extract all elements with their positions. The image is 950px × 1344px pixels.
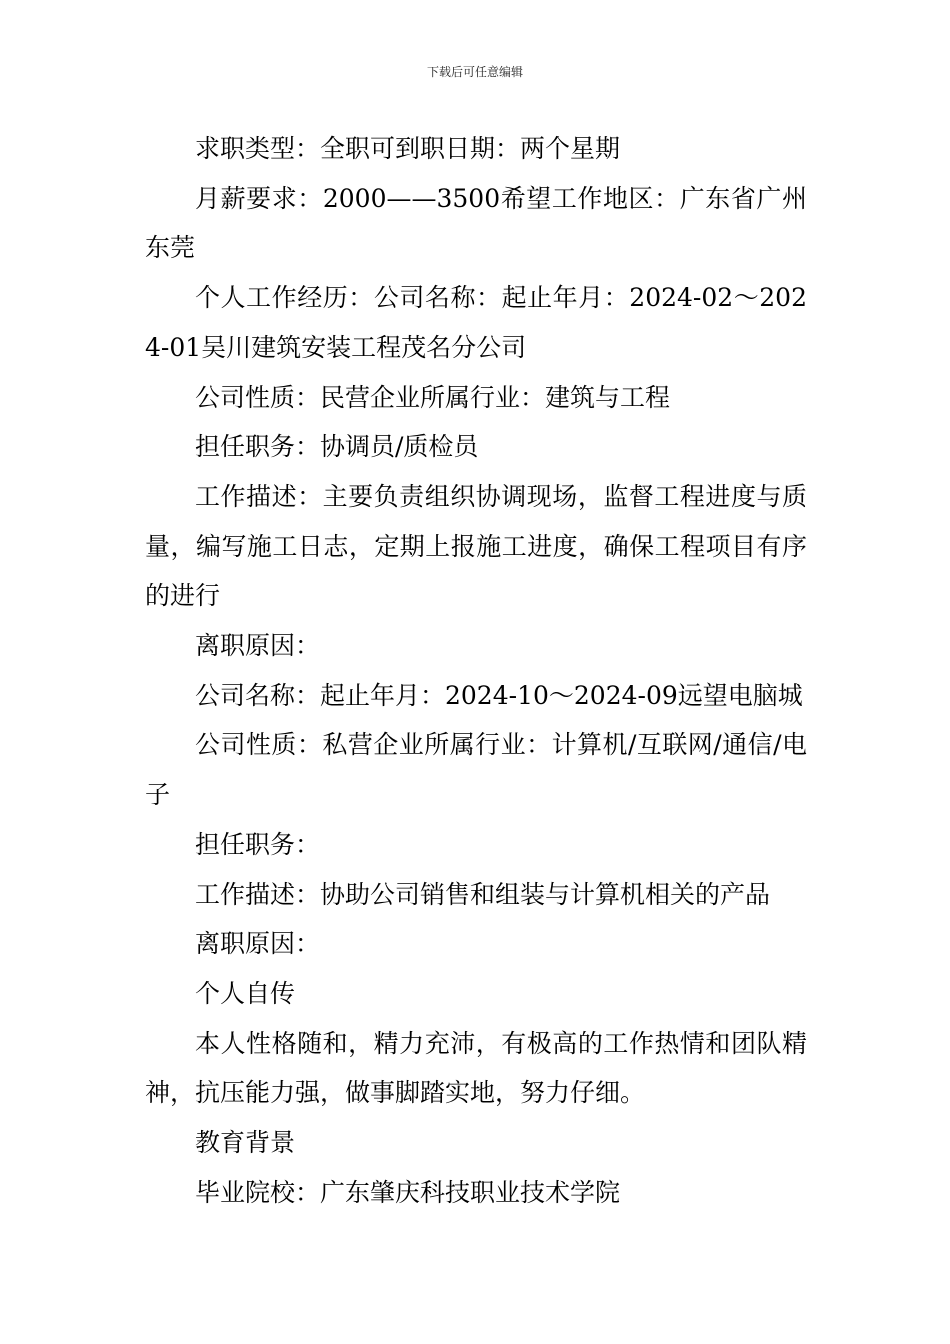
company-nature-line-2: 公司性质：私营企业所属行业：计算机/互联网/通信/电子 bbox=[145, 730, 807, 810]
company-nature-line: 公司性质：民营企业所属行业：建筑与工程 bbox=[195, 382, 671, 412]
company-name-line: 公司名称：起止年月：2024-10～2024-09远望电脑城 bbox=[195, 680, 803, 710]
self-intro-heading: 个人自传 bbox=[195, 978, 296, 1008]
position-line: 担任职务：协调员/质检员 bbox=[195, 432, 479, 462]
leave-reason-line-2: 离职原因： bbox=[195, 929, 321, 959]
self-intro-text: 本人性格随和，精力充沛，有极高的工作热情和团队精神，抗压能力强，做事脚踏实地，努力仔细。 bbox=[145, 1028, 807, 1108]
leave-reason-line: 离职原因： bbox=[195, 631, 321, 661]
position-line-2: 担任职务： bbox=[195, 829, 321, 859]
salary-location-line: 月薪要求：2000——3500希望工作地区：广东省广州东莞 bbox=[145, 183, 807, 263]
school-line: 毕业院校：广东肇庆科技职业技术学院 bbox=[195, 1177, 621, 1207]
education-heading: 教育背景 bbox=[195, 1128, 296, 1158]
job-description-line-2: 工作描述：协助公司销售和组装与计算机相关的产品 bbox=[195, 879, 771, 909]
document-body bbox=[145, 124, 807, 1217]
page-header: 下载后可任意编辑 bbox=[426, 65, 523, 79]
job-type-line: 求职类型：全职可到职日期：两个星期 bbox=[195, 134, 621, 163]
job-description-line: 工作描述：主要负责组织协调现场，监督工程进度与质量，编写施工日志，定期上报施工进度，确保工程项目有序的进行 bbox=[145, 481, 807, 611]
work-history-line: 个人工作经历：公司名称：起止年月：2024-02～2024-01吴川建筑安装工程茂名分公司 bbox=[145, 283, 807, 362]
